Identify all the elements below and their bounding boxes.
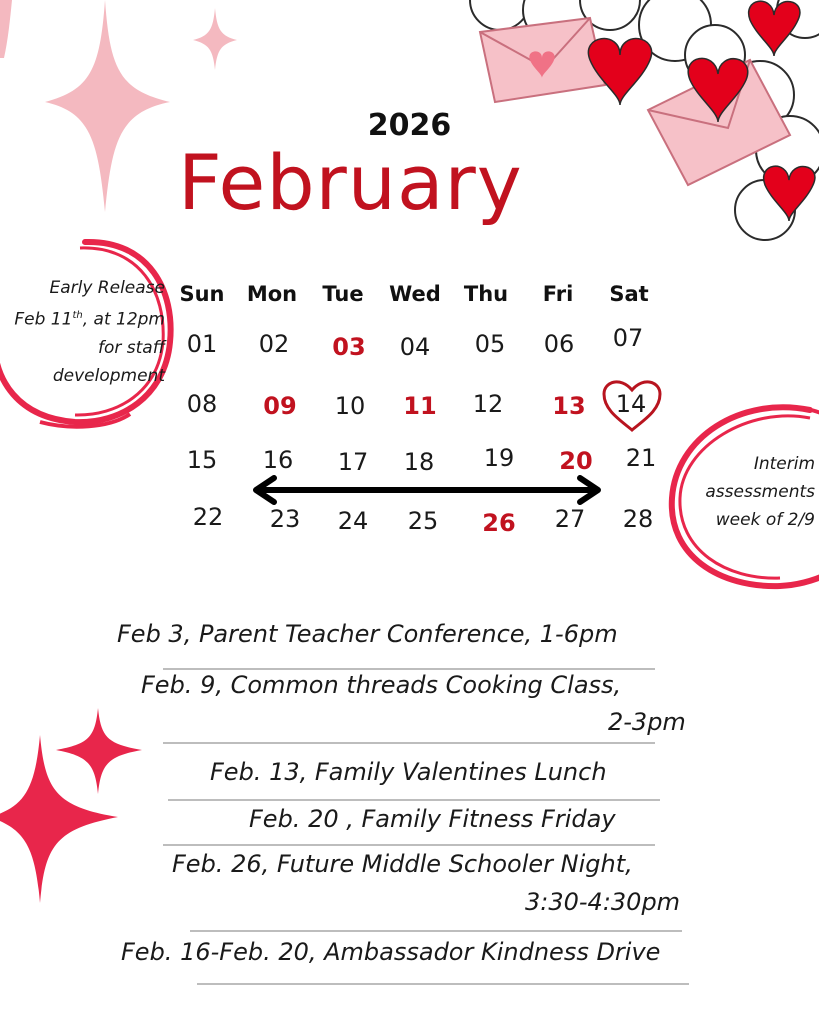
weekday-tue: Tue <box>322 282 364 306</box>
interim-line3: week of 2/9 <box>715 510 815 530</box>
interim-note <box>680 450 815 534</box>
event-item-continued: 3:30-4:30pm <box>525 888 681 916</box>
interim-line2: assessments <box>705 482 815 502</box>
divider <box>197 983 689 985</box>
day-cell: 18 <box>403 448 435 476</box>
day-cell-highlight: 20 <box>559 447 593 475</box>
month-title: February <box>178 138 523 227</box>
day-cell: 04 <box>399 333 431 361</box>
early-release-line3: for staff <box>98 337 165 358</box>
sparkle-icon-red-large <box>0 735 120 905</box>
day-cell: 21 <box>625 444 657 472</box>
day-cell: 02 <box>258 330 290 358</box>
day-cell: 08 <box>186 390 218 418</box>
divider <box>163 844 655 846</box>
event-item: Feb 3, Parent Teacher Conference, 1-6pm <box>117 620 618 648</box>
divider <box>163 668 655 670</box>
day-cell: 28 <box>622 505 654 533</box>
day-cell: 27 <box>554 505 586 533</box>
year-label: 2026 <box>367 108 452 143</box>
day-cell: 06 <box>543 330 575 358</box>
day-cell: 16 <box>262 446 294 474</box>
divider <box>163 742 655 744</box>
event-item: Feb. 20 , Family Fitness Friday <box>249 805 616 833</box>
sparkle-icon-edge-pink <box>0 0 20 60</box>
weekday-sun: Sun <box>179 282 225 306</box>
day-cell: 19 <box>483 444 515 472</box>
day-cell: 12 <box>472 390 504 418</box>
day-cell: 23 <box>269 505 301 533</box>
event-item: Feb. 16-Feb. 20, Ambassador Kindness Drive <box>121 938 661 966</box>
arrow-icon <box>248 475 608 505</box>
weekday-fri: Fri <box>542 282 574 306</box>
interim-line1: Interim <box>753 454 815 474</box>
day-cell-highlight: 26 <box>482 509 516 537</box>
day-cell-heart: 14 <box>615 390 647 418</box>
weekday-sat: Sat <box>609 282 649 306</box>
day-cell-highlight: 11 <box>403 392 437 420</box>
event-item-continued: 2-3pm <box>608 708 686 736</box>
early-release-line4: development <box>52 365 165 386</box>
day-cell-highlight: 13 <box>552 392 586 420</box>
day-cell: 01 <box>186 330 218 358</box>
divider <box>190 930 682 932</box>
day-cell: 25 <box>407 507 439 535</box>
divider <box>168 799 660 801</box>
event-item: Feb. 9, Common threads Cooking Class, <box>141 671 622 699</box>
early-release-note <box>0 274 165 390</box>
day-cell: 24 <box>337 507 369 535</box>
day-cell: 22 <box>192 503 224 531</box>
weekday-thu: Thu <box>463 282 509 306</box>
weekday-wed: Wed <box>389 282 441 306</box>
early-release-line2: Feb 11th, at 12pm <box>14 309 165 330</box>
day-cell-highlight: 03 <box>332 333 366 361</box>
sparkle-icon-small-pink <box>193 8 243 78</box>
event-item: Feb. 13, Family Valentines Lunch <box>210 758 607 786</box>
day-cell: 07 <box>612 324 644 352</box>
day-cell: 10 <box>334 392 366 420</box>
early-release-line1: Early Release <box>49 278 165 298</box>
weekday-mon: Mon <box>246 282 298 306</box>
day-cell: 05 <box>474 330 506 358</box>
event-item: Feb. 26, Future Middle Schooler Night, <box>172 850 633 878</box>
day-cell: 17 <box>337 448 369 476</box>
day-cell: 15 <box>186 446 218 474</box>
day-cell-highlight: 09 <box>263 392 297 420</box>
